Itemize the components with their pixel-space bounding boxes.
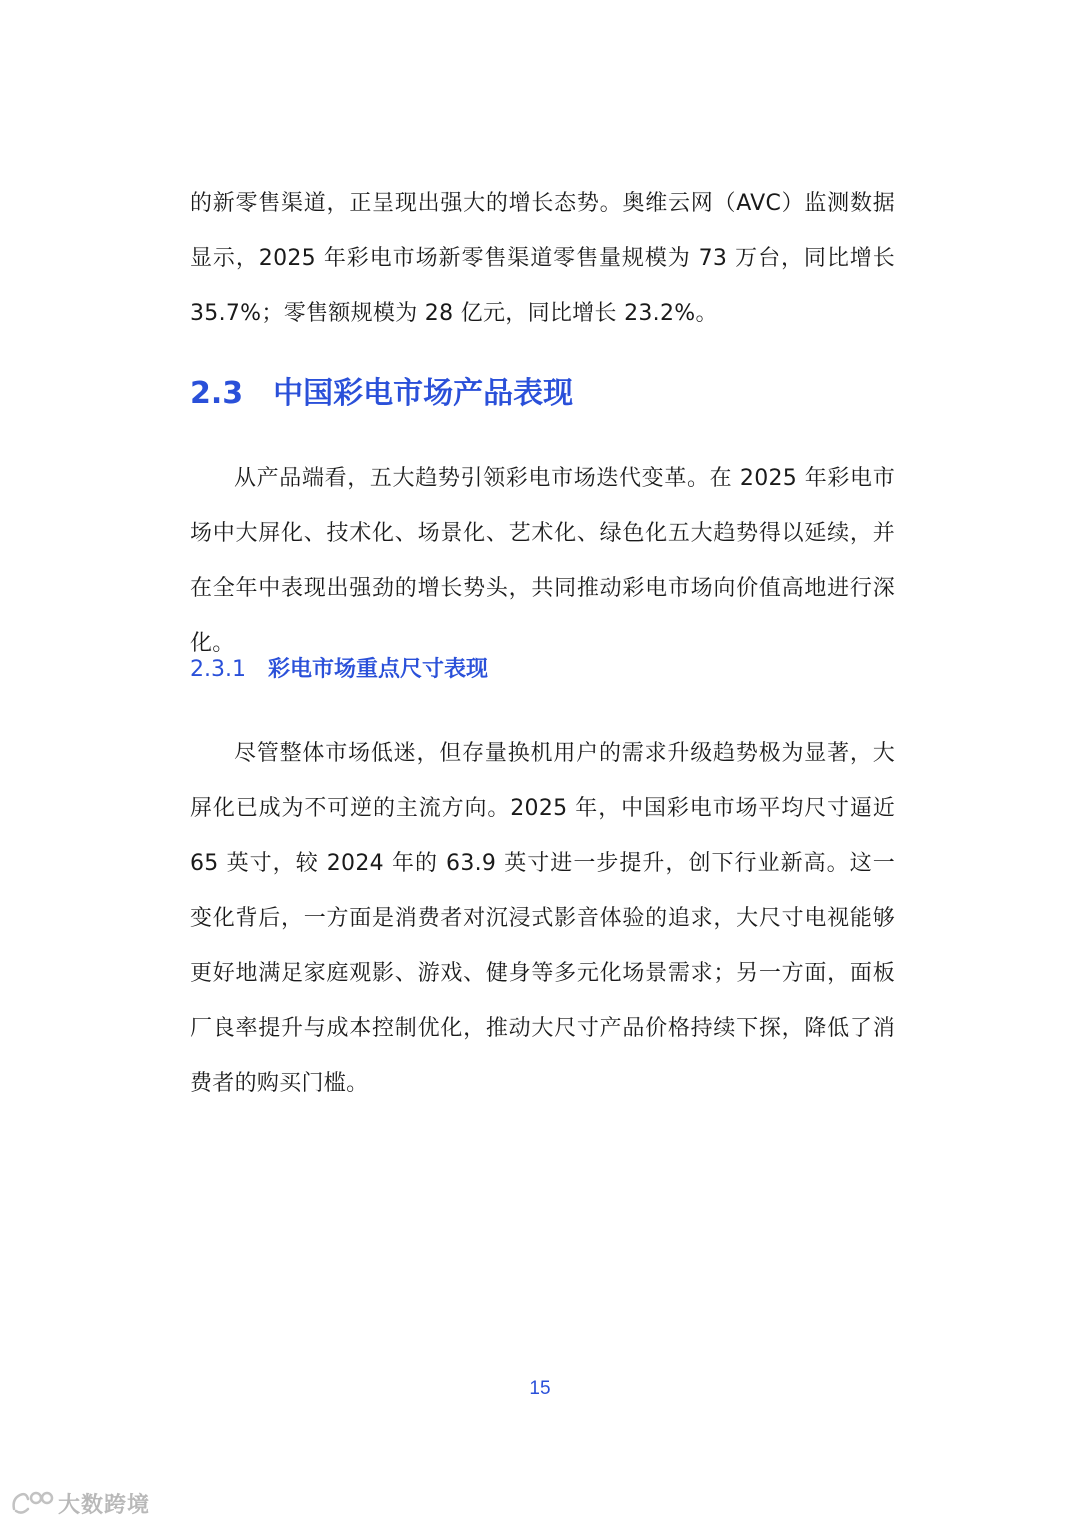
section-number: 2.3 bbox=[190, 376, 244, 411]
section-title: 中国彩电市场产品表现 bbox=[273, 376, 574, 411]
page-number: 15 bbox=[529, 1378, 551, 1399]
section-heading bbox=[190, 372, 573, 416]
section-paragraph: 从产品端看，五大趋势引领彩电市场迭代变革。在 2025 年彩电市场中大屏化、技术化、场景化、艺术化、绿色化五大趋势得以延续，并在全年中表现出强劲的增长势头，共同推动彩电市场向价值高地进行深化。 bbox=[190, 466, 895, 656]
subsection-paragraph: 尽管整体市场低迷，但存量换机用户的需求升级趋势极为显著，大屏化已成为不可逆的主流方向。2025 年，中国彩电市场平均尺寸逼近 65 英寸，较 2024 年的 63.9 英寸进一步提升，创下行业新高。这一变化背后，一方面是消费者对沉浸式影音体验的追求，大尺寸电视能够更好地满足家庭观影、游戏、健身等多元化场景需求；另一方面，面板厂良率提升与成本控制优化，推动大尺寸产品价格持续下探，降低了消费者的购买门槛。 bbox=[190, 741, 895, 1096]
subsection-number: 2.3.1 bbox=[190, 657, 246, 682]
watermark-text: 大数跨境 bbox=[58, 1492, 151, 1518]
watermark-logo-icon bbox=[10, 1489, 54, 1517]
intro-paragraph: 的新零售渠道，正呈现出强大的增长态势。奥维云网（AVC）监测数据显示，2025 年彩电市场新零售渠道零售量规模为 73 万台，同比增长 35.7%；零售额规模为 28 亿元，同比增长 23.2%。 bbox=[190, 191, 895, 326]
subsection-title: 彩电市场重点尺寸表现 bbox=[267, 657, 488, 682]
watermark bbox=[10, 1488, 150, 1518]
subsection-heading bbox=[190, 654, 488, 686]
